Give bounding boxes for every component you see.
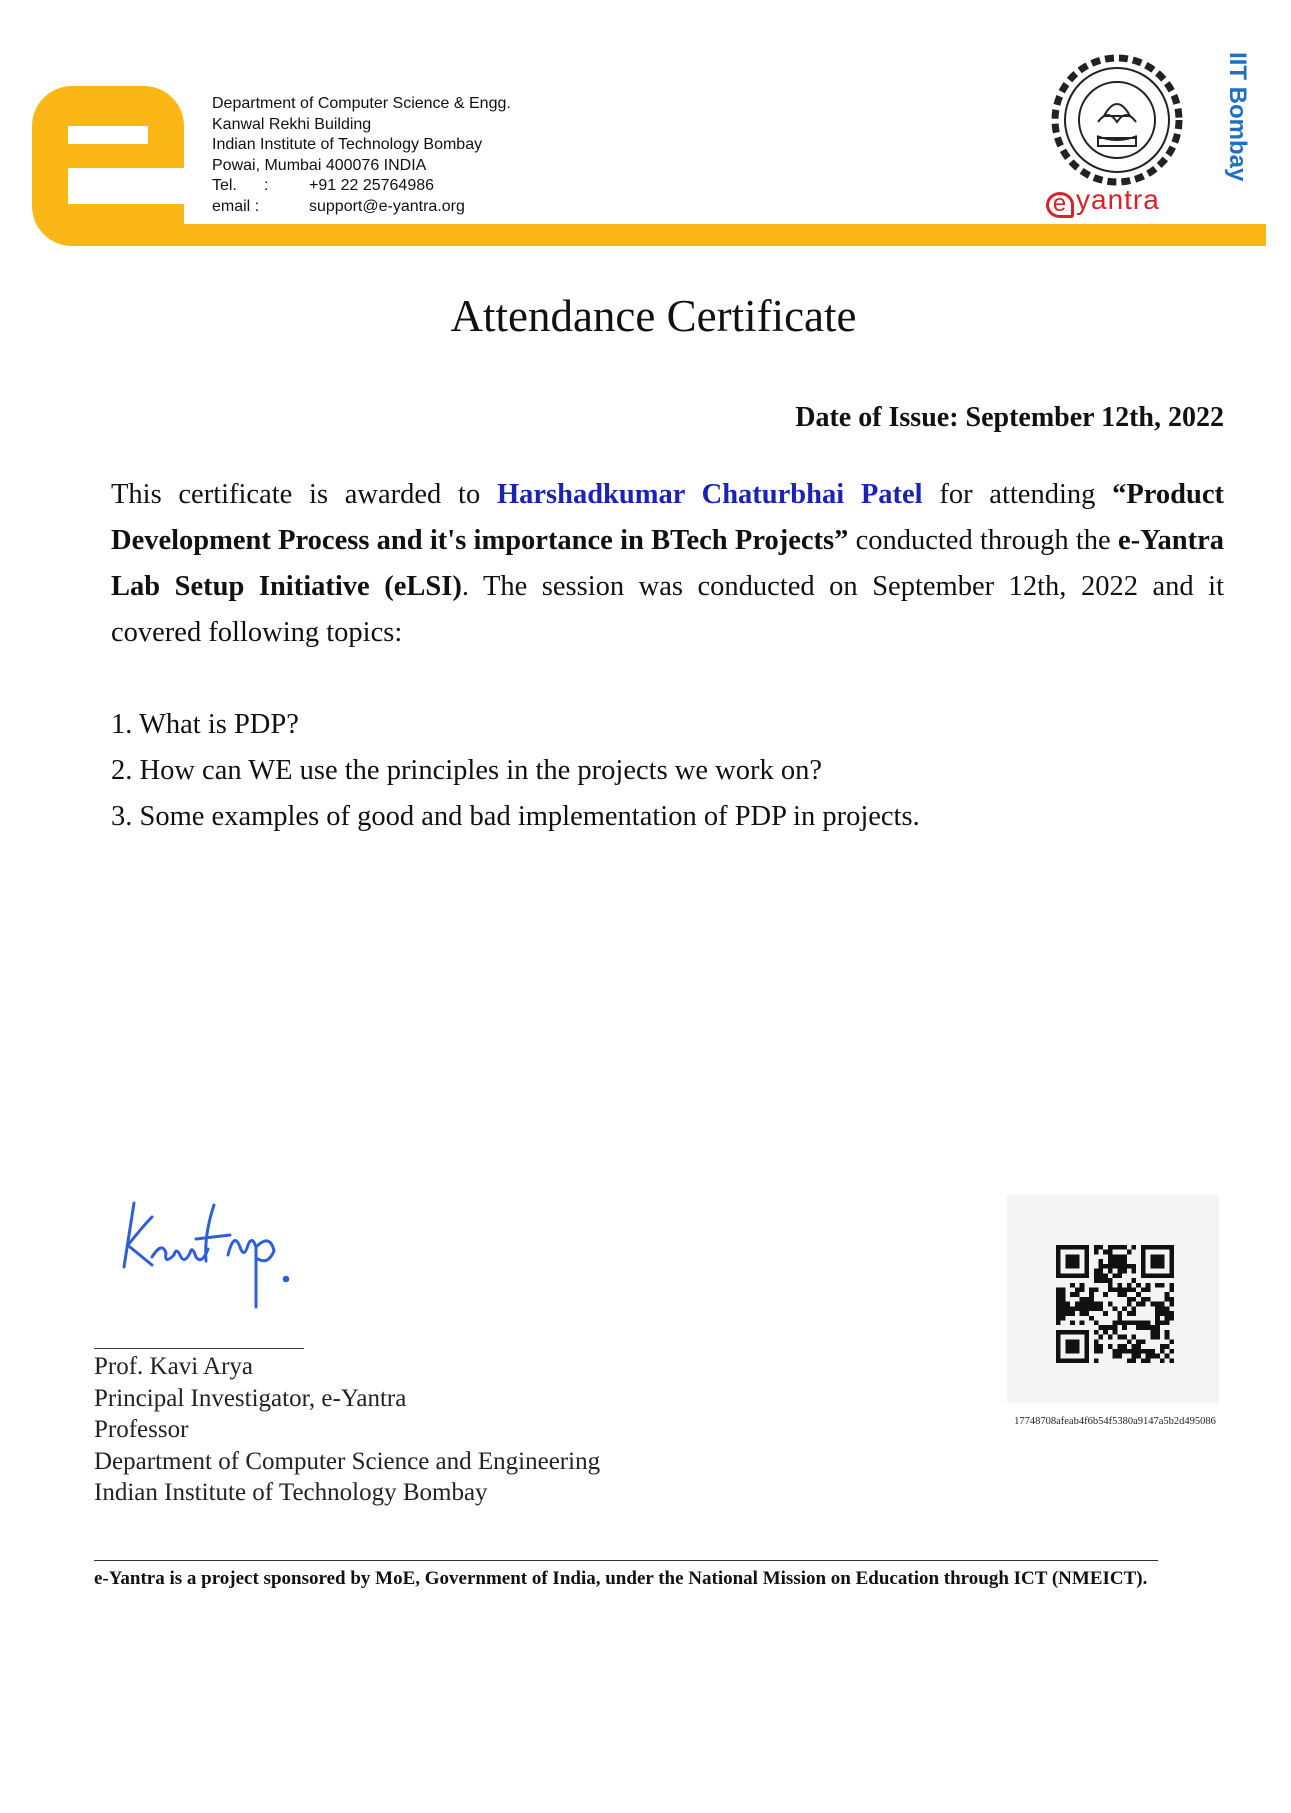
iit-bombay-vertical-text xyxy=(1224,52,1258,212)
department-address xyxy=(212,94,511,217)
svg-text:IIT Bombay: IIT Bombay xyxy=(1224,52,1251,182)
eyantra-wordmark xyxy=(1046,184,1160,218)
signatory-line: Principal Investigator, e-Yantra xyxy=(94,1384,407,1412)
address-line: Powai, Mumbai 400076 INDIA xyxy=(212,156,427,174)
recipient-name: Harshadkumar Chaturbhai Patel xyxy=(496,479,923,510)
signature-line xyxy=(94,1348,304,1349)
address-line: Department of Computer Science & Engg. xyxy=(212,95,511,112)
para-end: . The session was conducted on September 12th, 2022 and it covered following topics: xyxy=(111,571,1224,648)
para-conducted: conducted through the xyxy=(855,525,1111,556)
para-intro: This certificate is awarded to xyxy=(111,479,481,510)
email-label: email : xyxy=(212,197,260,215)
email-row xyxy=(212,197,511,218)
certificate-title: Attendance Certificate xyxy=(450,291,857,341)
address-line: Indian Institute of Technology Bombay xyxy=(212,136,483,153)
date-of-issue: Date of Issue: September 12th, 2022 xyxy=(795,402,1224,433)
header-yellow-bar xyxy=(150,224,1266,246)
signatory-name: Prof. Kavi Arya xyxy=(94,1353,253,1380)
topics-list xyxy=(111,702,920,840)
email-value: support@e-yantra.org xyxy=(309,197,465,215)
signatory-line: Indian Institute of Technology Bombay xyxy=(94,1479,488,1506)
certificate-paragraph xyxy=(111,472,1224,656)
signatory-line: Professor xyxy=(94,1416,189,1443)
topic-item: 2. How can WE use the principles in the projects we work on? xyxy=(111,755,822,786)
tel-label: Tel. xyxy=(212,177,237,194)
signatory-block xyxy=(94,1351,600,1509)
verification-hash: 17748708afeab4f6b54f5380a9147a5b2d495086 xyxy=(1014,1416,1216,1427)
tel-value: +91 22 25764986 xyxy=(309,177,435,194)
signatory-line: Department of Computer Science and Engineering xyxy=(94,1447,601,1475)
session-title: “Product Development Process and it's importance in BTech Projects” xyxy=(111,479,1224,556)
iit-bombay-emblem-icon xyxy=(1042,52,1192,188)
sponsor-note: e-Yantra is a project sponsored by MoE, Government of India, under the National Mission on Education through ICT (NMEICT). xyxy=(94,1568,1148,1589)
qr-code-icon[interactable] xyxy=(1056,1245,1174,1363)
para-for: for attending xyxy=(939,479,1096,510)
footer-divider xyxy=(94,1560,1158,1561)
telephone-row: Tel. : +91 22 25764986 xyxy=(212,176,511,197)
topic-item: 3. Some examples of good and bad implementation of PDP in projects. xyxy=(111,801,920,832)
eyantra-wordmark-text: yantra xyxy=(1076,184,1160,215)
handwritten-signature xyxy=(118,1195,308,1325)
address-line: Kanwal Rekhi Building xyxy=(212,115,372,133)
topic-item: 1. What is PDP? xyxy=(111,709,299,740)
eyantra-e-logo xyxy=(32,86,184,246)
eyantra-wordmark-initial: e xyxy=(1046,192,1074,218)
initiative-name: e-Yantra Lab Setup Initiative (eLSI) xyxy=(111,525,1225,602)
